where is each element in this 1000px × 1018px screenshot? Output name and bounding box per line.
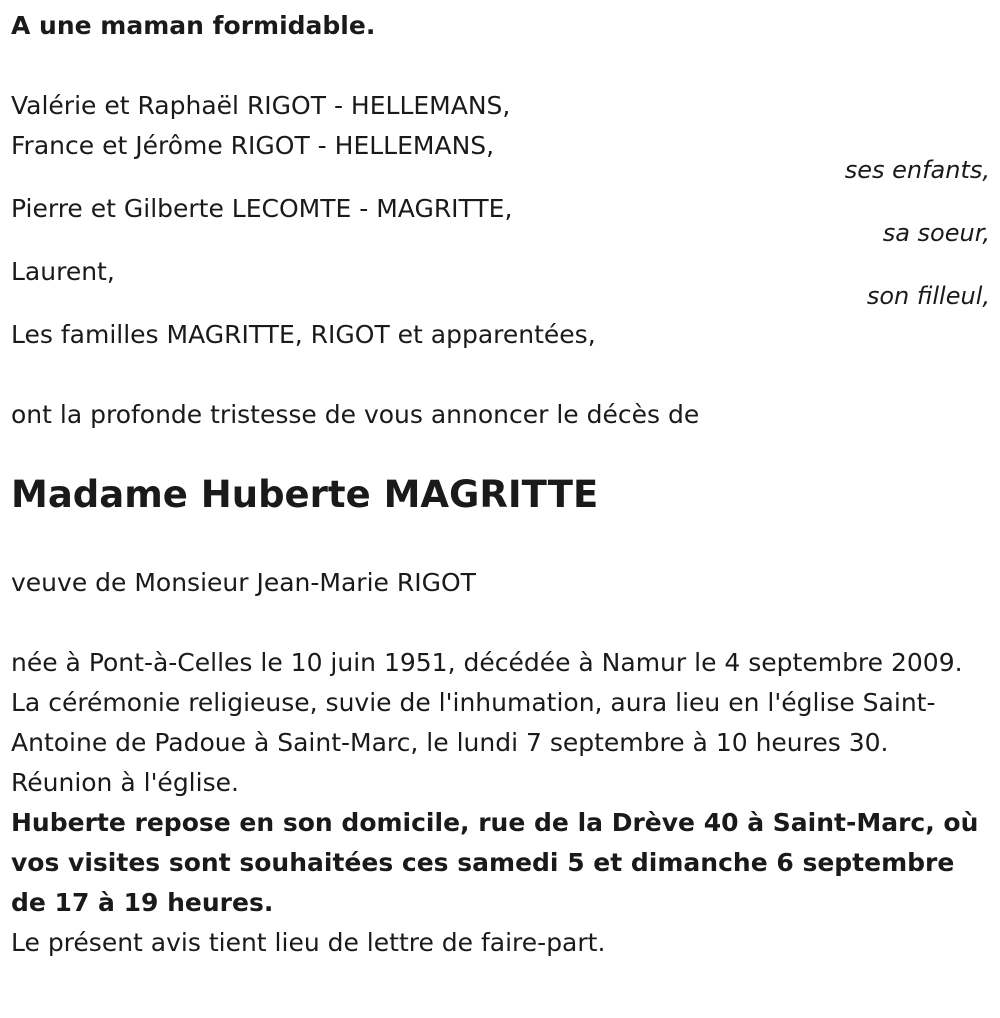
- family-line-laurent: Laurent,: [11, 257, 115, 286]
- deceased-name: Madame Huberte MAGRITTE: [11, 473, 599, 516]
- announcement-text: ont la profonde tristesse de vous annoncer le décès de: [11, 400, 700, 429]
- family-line-valerie: Valérie et Raphaël RIGOT - HELLEMANS,: [11, 91, 511, 120]
- family-line-families: Les familles MAGRITTE, RIGOT et apparentées,: [11, 320, 596, 349]
- visits-text: Huberte repose en son domicile, rue de la Drève 40 à Saint-Marc, où vos visites sont souhaitées ces samedi 5 et dimanche 6 septembre de 17 à 19 heures.: [11, 808, 979, 917]
- birth-death-text: née à Pont-à-Celles le 10 juin 1951, décédée à Namur le 4 septembre 2009.: [11, 648, 963, 677]
- role-sister: sa soeur,: [882, 219, 990, 247]
- family-line-france: France et Jérôme RIGOT - HELLEMANS,: [11, 131, 495, 160]
- dedication-heading: A une maman formidable.: [11, 11, 376, 40]
- closing-text: Le présent avis tient lieu de lettre de faire-part.: [11, 928, 606, 957]
- role-godson: son filleul,: [866, 282, 990, 310]
- widow-of-text: veuve de Monsieur Jean-Marie RIGOT: [11, 568, 476, 597]
- family-line-pierre: Pierre et Gilberte LECOMTE - MAGRITTE,: [11, 194, 513, 223]
- meeting-text: Réunion à l'église.: [11, 768, 239, 797]
- obituary-body: [11, 643, 991, 963]
- role-children: ses enfants,: [844, 156, 990, 184]
- ceremony-text: La cérémonie religieuse, suvie de l'inhumation, aura lieu en l'église Saint-Antoine de Padoue à Saint-Marc, le lundi 7 septembre à 10 heures 30.: [11, 688, 936, 757]
